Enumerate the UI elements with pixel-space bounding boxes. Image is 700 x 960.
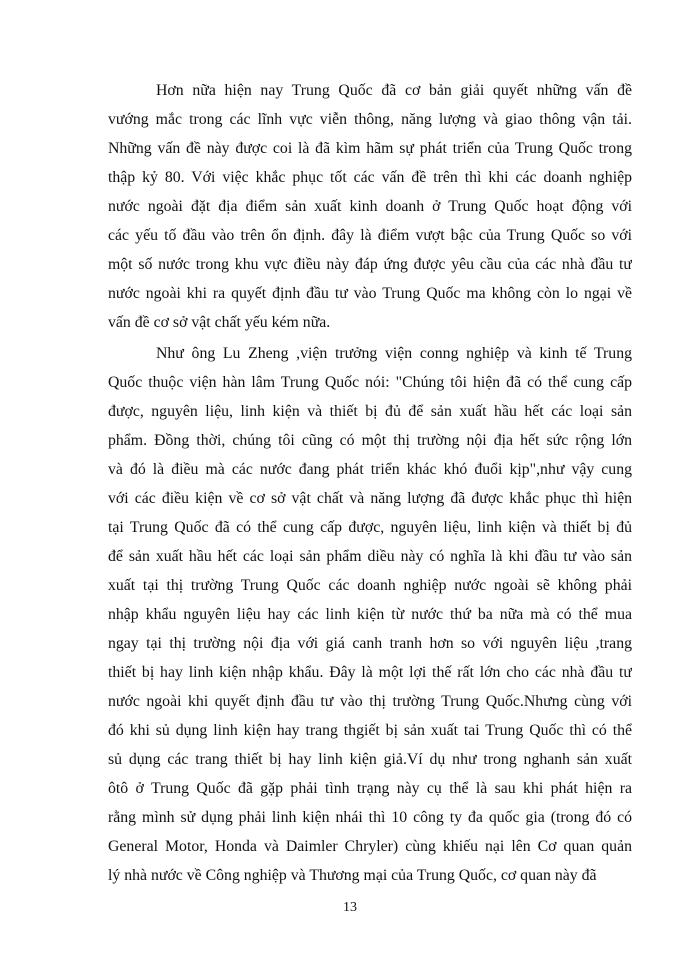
paragraph-line: vướng mắc trong các lĩnh vực viễn thông, năng lượng và giao thông vận tải.	[108, 111, 632, 128]
paragraph-line: các yếu tố đầu vào trên ổn định. đây là điểm vượt bậc của Trung Quốc so với	[108, 227, 632, 244]
paragraph-line: nước ngoài khi ra quyết định đầu tư vào Trung Quốc ma không còn lo ngại về	[108, 285, 632, 302]
paragraph-line: Những vấn đề này được coi là đã kìm hãm sự phát triển của Trung Quốc trong	[108, 140, 632, 157]
paragraph-line: để sản xuất hầu hết các loại sản phẩm diều này có nghĩa là khi đầu tư vào sản	[108, 548, 632, 565]
page-number: 13	[343, 900, 357, 915]
paragraph-line: với các điều kiện về cơ sở vật chất và năng lượng đã được khắc phục thì hiện	[108, 490, 632, 507]
paragraph-line: ôtô ở Trung Quốc đã gặp phải tình trạng này cụ thể là sau khi phát hiện ra	[108, 780, 632, 797]
paragraph-line: phẩm. Đồng thời, chúng tôi cũng có một thị trường nội địa hết sức rộng lớn	[108, 432, 632, 449]
paragraph-line: đó khi sủ dụng linh kiện hay trang thgiết bị sản xuất tai Trung Quốc thì có thể	[108, 722, 632, 739]
paragraph-line: lý nhà nước về Công nghiệp và Thương mại của Trung Quốc, cơ quan này đã	[108, 867, 597, 884]
paragraph-line: Như ông Lu Zheng ,viện trưởng viện conng nghiệp và kinh tế Trung	[156, 345, 632, 362]
paragraph-line: Quốc thuộc viện hàn lâm Trung Quốc nói: "Chúng tôi hiện đã có thể cung cấp	[108, 374, 632, 391]
paragraph-line: vấn đề cơ sở vật chất yếu kém nữa.	[108, 314, 331, 331]
paragraph-2	[108, 339, 632, 890]
paragraph-line: rằng mình sử dụng phải linh kiện nhái thì 10 công ty đa quốc gia (trong đó có	[108, 809, 632, 826]
paragraph-line: thập kỷ 80. Với việc khắc phục tốt các vấn đề trên thì khi các doanh nghiệp	[108, 169, 632, 186]
paragraph-line: sủ dụng các trang thiết bị hay linh kiện giả.Ví dụ như trong nghanh sản xuất	[108, 751, 632, 768]
paragraph-line: nước ngoài đặt địa điểm sản xuất kinh doanh ở Trung Quốc hoạt động với	[108, 198, 632, 215]
paragraph-line: nhập khẩu nguyên liệu hay các linh kiện từ nước thứ ba nữa mà có thể mua	[108, 606, 632, 623]
paragraph-line: được, nguyên liệu, linh kiện và thiết bị đủ để sản xuất hầu hết các loại sản	[108, 403, 632, 420]
paragraph-line: một số nước trong khu vực điều này đáp ứng được yêu cầu của các nhà đầu tư	[108, 256, 632, 273]
paragraph-line: xuất tại thị trường Trung Quốc các doanh nghiệp nước ngoài sẽ không phải	[108, 577, 632, 594]
paragraph-1	[108, 76, 632, 337]
paragraph-line: tại Trung Quốc đã có thể cung cấp được, nguyên liệu, linh kiện và thiết bị đủ	[108, 519, 632, 536]
paragraph-line: nước ngoài khi quyết định đầu tư vào thị trường Trung Quốc.Nhưng cùng với	[108, 693, 632, 710]
paragraph-line: General Motor, Honda và Daimler Chryler) cùng khiếu nại lên Cơ quan quản	[108, 838, 632, 855]
paragraph-line: ngay tại thị trường nội địa với giá canh tranh hơn so với nguyên liệu ,trang	[108, 635, 632, 652]
paragraph-line: và đó là điều mà các nước đang phát triển khác khó đuổi kịp",như vậy cung	[108, 461, 632, 478]
paragraph-line: Hơn nữa hiện nay Trung Quốc đã cơ bản giải quyết những vấn đề	[156, 82, 632, 99]
paragraph-line: thiết bị hay linh kiện nhập khẩu. Đây là một lợi thế rất lớn cho các nhà đầu tư	[108, 664, 632, 681]
